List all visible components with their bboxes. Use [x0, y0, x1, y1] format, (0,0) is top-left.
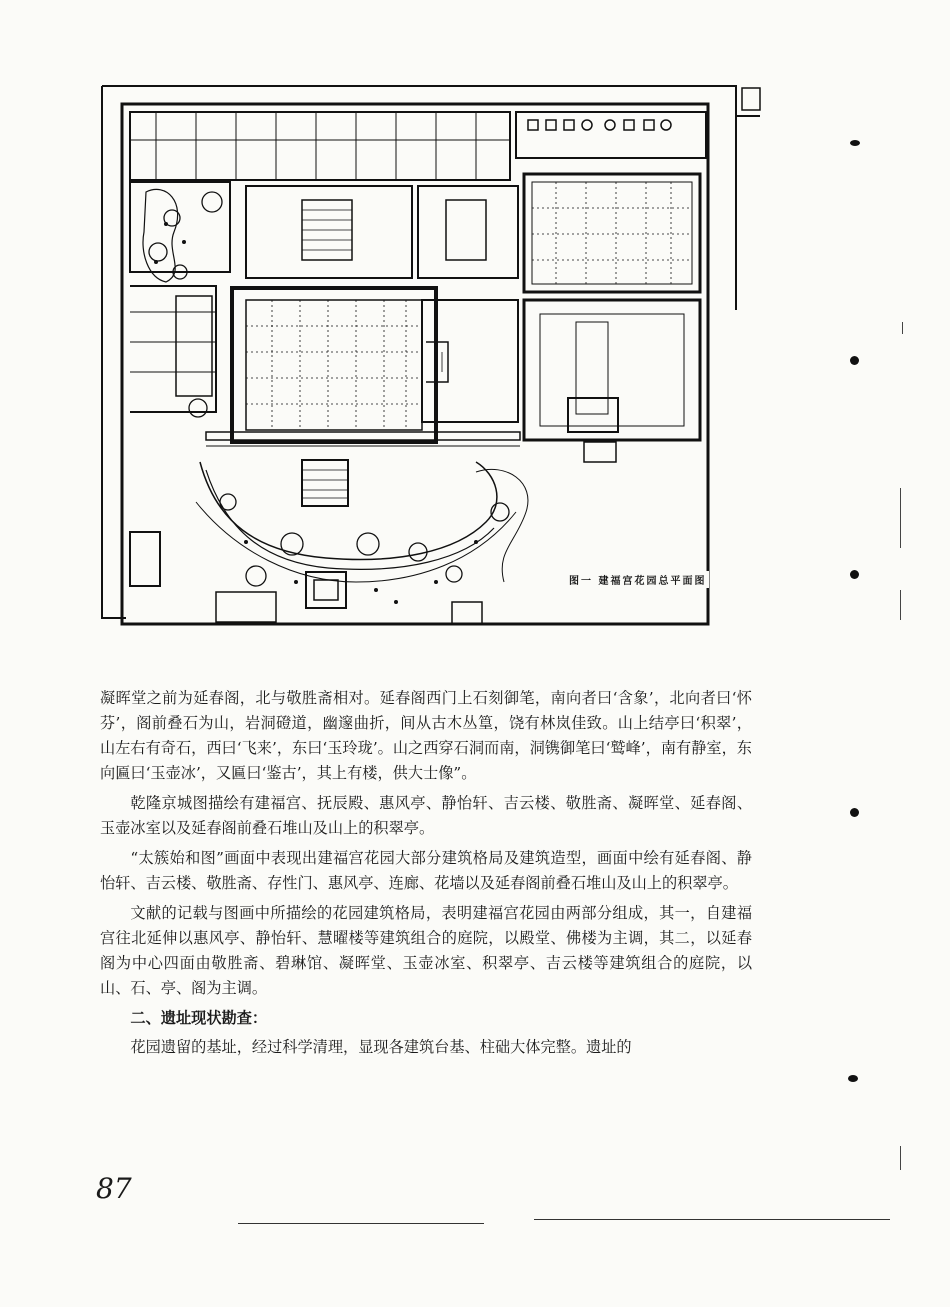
binding-hole-mark: [848, 1075, 858, 1082]
paragraph: 文献的记载与图画中所描绘的花园建筑格局，表明建福宫花园由两部分组成，其一，自建福宫往北延伸以惠风亭、静怡轩、慧曜楼等建筑组合的庭院，以殿堂、佛楼为主调，其二，以延春阁为中心四面由敬胜斋、碧琳馆、凝晖堂、玉壶冰室、积翠亭、吉云楼等建筑组合的庭院，以山、石、亭、阁为主调。: [100, 904, 752, 997]
footer-rule: [238, 1223, 484, 1224]
paragraph: 花园遗留的基址，经过科学清理，显现各建筑台基、柱础大体完整。遗址的: [130, 1038, 632, 1056]
paragraph: 乾隆京城图描绘有建福宫、抚辰殿、惠风亭、静怡轩、吉云楼、敬胜斋、凝晖堂、延春阁、玉壶冰室以及延春阁前叠石堆山及山上的积翠亭。: [100, 794, 752, 837]
paragraph: 凝晖堂之前为延春阁，北与敬胜斋相对。延春阁西门上石刻御笔，南向者曰‘含象’，北向者曰‘怀芬’，阁前叠石为山，岩洞磴道，幽邃曲折，间从古木丛篁，饶有林岚佳致。山上结亭曰‘积翠’，山左右有奇石，西曰‘飞来’，东曰‘玉玲珑’。山之西穿石洞而南，洞镌御笔曰‘鹫峰’，南有静室，东向匾曰‘玉壶冰’，又匾曰‘鉴古’，其上有楼，供大士像”。: [100, 689, 752, 782]
margin-tick: [900, 488, 901, 548]
paragraph: “太簇始和图”画面中表现出建福宫花园大部分建筑格局及建筑造型，画面中绘有延春阁、静怡轩、吉云楼、敬胜斋、存性门、惠风亭、连廊、花墙以及延春阁前叠石堆山及山上的积翠亭。: [100, 849, 752, 892]
article-body: [100, 686, 752, 1065]
margin-tick: [900, 590, 901, 620]
binding-hole-mark: [850, 808, 859, 817]
binding-hole-mark: [850, 356, 859, 365]
margin-tick: [902, 322, 903, 334]
figure-caption: 图一 建福宫花园总平面图: [566, 571, 709, 588]
site-plan-figure: [96, 82, 766, 652]
binding-hole-mark: [850, 140, 860, 146]
page-number: 87: [96, 1172, 132, 1205]
binding-hole-mark: [850, 570, 859, 579]
margin-tick: [900, 1146, 901, 1170]
footer-rule: [534, 1219, 890, 1220]
section-heading: 二、遗址现状勘查：: [130, 1009, 268, 1027]
